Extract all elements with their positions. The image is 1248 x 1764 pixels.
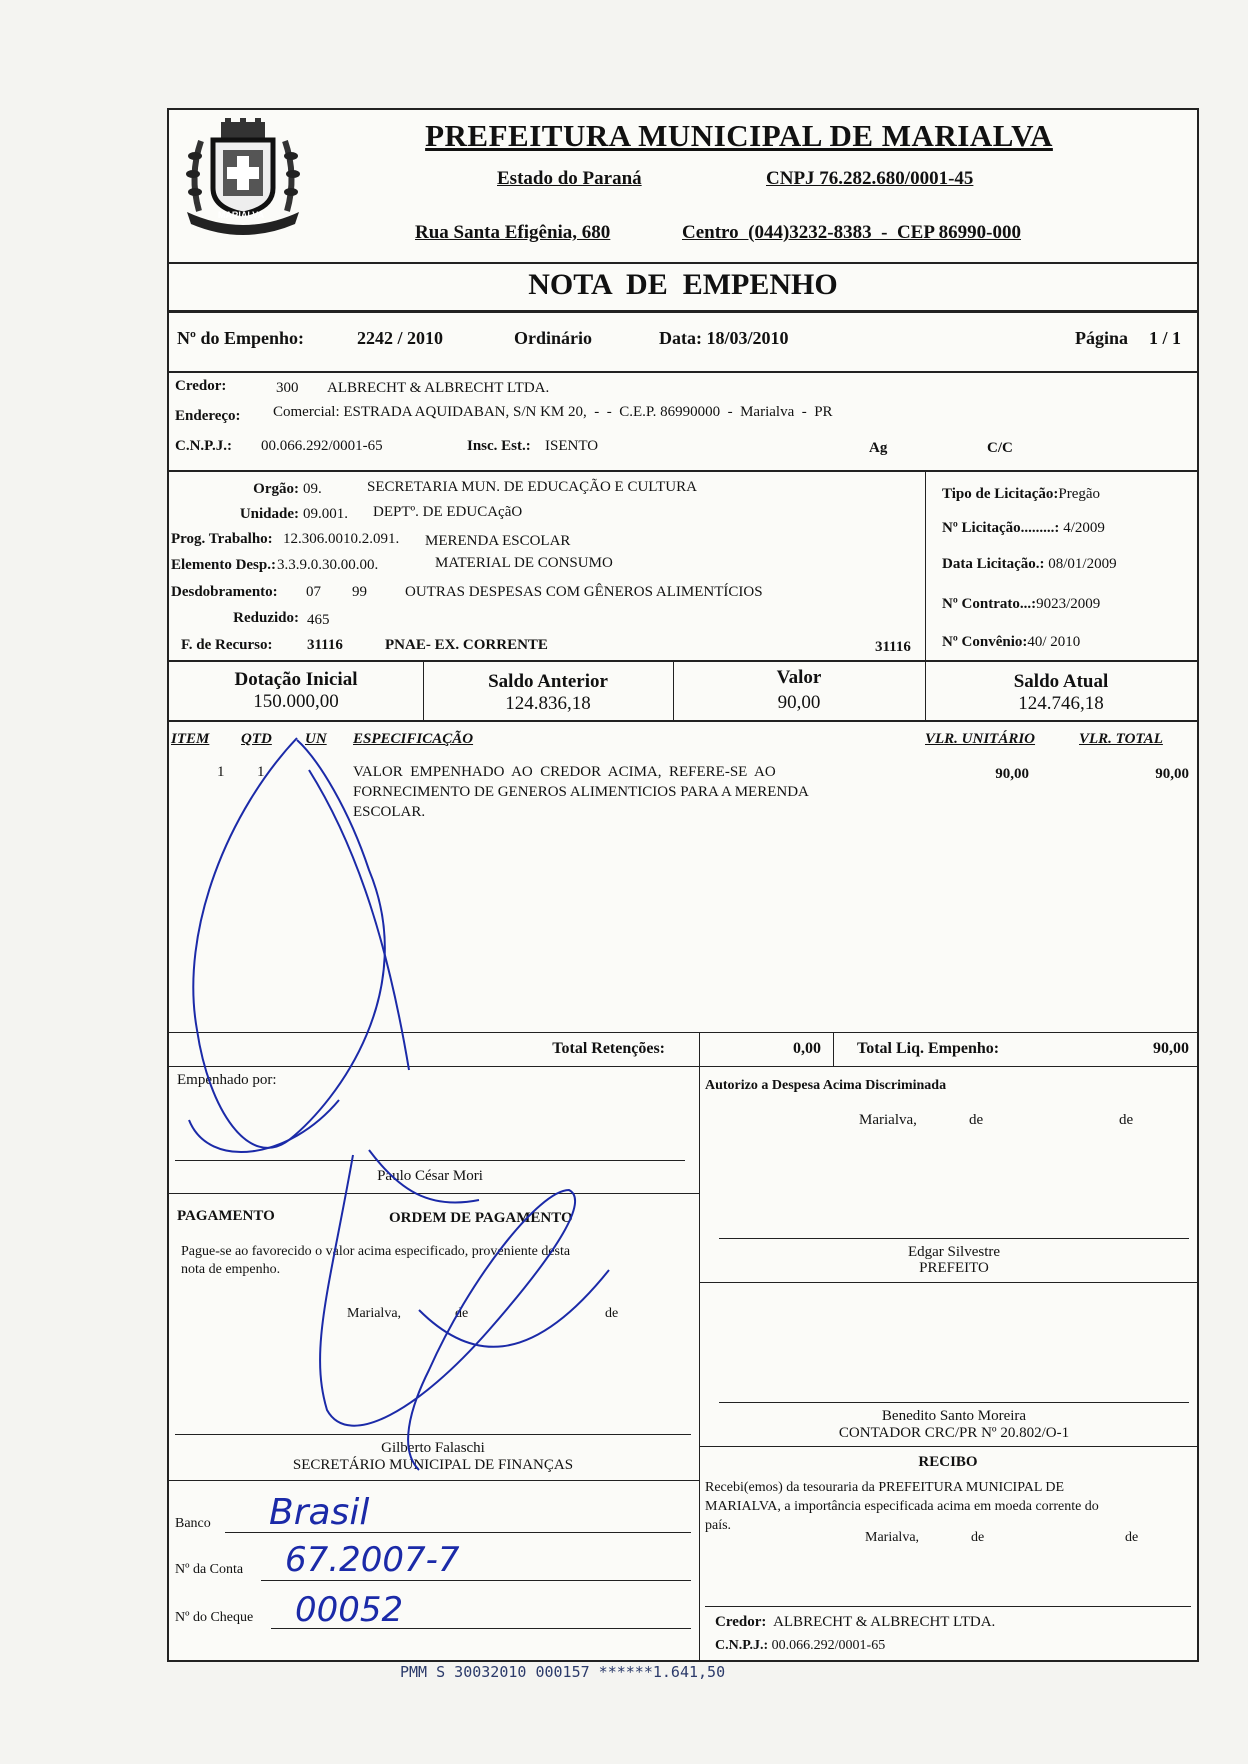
credor-name: ALBRECHT & ALBRECHT LTDA. — [327, 380, 550, 396]
empenhado-name: Paulo César Mori — [377, 1168, 483, 1184]
pagamento-label: PAGAMENTO — [177, 1208, 275, 1224]
numero-contrato: Nº Contrato...:9023/2009 — [942, 596, 1101, 612]
item-number: 1 — [217, 764, 225, 780]
item-desc-line-1: VALOR EMPENHADO AO CREDOR ACIMA, REFERE-SE AO — [353, 764, 776, 780]
insc-label: Insc. Est.: — [467, 438, 531, 454]
insc-value: ISENTO — [545, 438, 599, 454]
prog-name: MERENDA ESCOLAR — [425, 533, 571, 549]
item-desc-line-3: ESCOLAR. — [353, 804, 426, 820]
secretario-name: Gilberto Falaschi — [381, 1440, 485, 1456]
numero-licitacao: Nº Licitação.........: 4/2009 — [942, 520, 1105, 536]
recibo-text-line-2: MARIALVA, a importância especificada acima em moeda corrente do — [705, 1499, 1099, 1514]
authentication-stamp: PMM S 30032010 000157 ******1.641,50 — [400, 1663, 726, 1681]
col-item: ITEM — [171, 731, 210, 747]
col-qtd: QTD — [241, 731, 272, 747]
desdobramento-code-1: 07 — [306, 584, 321, 600]
elemento-code: 3.3.9.0.30.00.00. — [277, 557, 379, 573]
empenho-type: Ordinário — [514, 328, 593, 348]
saldo-atual-value: 124.746,18 — [1018, 693, 1104, 714]
autorizo-de-1: de — [969, 1112, 984, 1128]
unidade-label: Unidade: — [239, 506, 299, 522]
autorizo-de-2: de — [1119, 1112, 1134, 1128]
contador-name: Benedito Santo Moreira — [881, 1408, 1027, 1424]
ordem-pagamento-label: ORDEM DE PAGAMENTO — [389, 1210, 573, 1226]
prog-label: Prog. Trabalho: — [171, 531, 273, 547]
reduzido-value: 465 — [307, 612, 330, 628]
municipality-title: PREFEITURA MUNICIPAL DE MARIALVA — [425, 118, 1053, 153]
document-title: NOTA DE EMPENHO — [528, 268, 838, 301]
liquido-label: Total Liq. Empenho: — [857, 1040, 1000, 1057]
item-total-value: 90,00 — [1155, 766, 1189, 782]
recibo-credor: Credor: ALBRECHT & ALBRECHT LTDA. — [715, 1614, 996, 1630]
recurso-name: PNAE- EX. CORRENTE — [385, 637, 548, 653]
reduzido-label: Reduzido: — [233, 610, 299, 626]
street-address: Rua Santa Efigênia, 680 — [415, 222, 611, 243]
item-unit-value: 90,00 — [995, 766, 1029, 782]
municipality-cnpj: CNPJ 76.282.680/0001-45 — [766, 168, 974, 189]
pagamento-place: Marialva, — [347, 1306, 402, 1321]
page-label: Página — [1075, 328, 1129, 348]
recibo-cnpj: C.N.P.J.: 00.066.292/0001-65 — [715, 1638, 886, 1653]
conta-value: 67.2007-7 — [285, 1540, 460, 1580]
empenho-number: 2242 / 2010 — [357, 328, 444, 348]
state-name: Estado do Paraná — [497, 168, 642, 189]
autorizo-label: Autorizo a Despesa Acima Discriminada — [705, 1078, 947, 1093]
orgao-label: Orgão: — [253, 481, 299, 497]
saldo-anterior-value: 124.836,18 — [505, 693, 591, 714]
retencoes-value: 0,00 — [793, 1040, 821, 1057]
recibo-text-line-3: país. — [705, 1518, 732, 1533]
recurso-label: F. de Recurso: — [181, 637, 273, 653]
col-valor-total: VLR. TOTAL — [1079, 731, 1163, 747]
orgao-name: SECRETARIA MUN. DE EDUCAÇÃO E CULTURA — [367, 479, 697, 495]
recibo-de-2: de — [1125, 1530, 1139, 1545]
item-qtd: 1 — [257, 764, 265, 780]
pagamento-text-line-1: Pague-se ao favorecido o valor acima especificado, proveniente desta — [181, 1244, 571, 1259]
pagamento-de-1: de — [455, 1306, 469, 1321]
dotacao-label: Dotação Inicial — [234, 669, 358, 690]
unidade-name: DEPTº. DE EDUCAçãO — [373, 504, 523, 520]
saldo-anterior-label: Saldo Anterior — [488, 671, 608, 692]
prog-code: 12.306.0010.2.091. — [283, 531, 400, 547]
col-valor-unitario: VLR. UNITÁRIO — [925, 731, 1036, 747]
secretario-title: SECRETÁRIO MUNICIPAL DE FINANÇAS — [292, 1457, 574, 1473]
credor-address: Comercial: ESTRADA AQUIDABAN, S/N KM 20, - - C.E.P. 86990000 - Marialva - PR — [273, 404, 833, 420]
recurso-code-2: 31116 — [875, 639, 911, 655]
cheque-label: Nº do Cheque — [175, 1610, 254, 1625]
saldo-atual-label: Saldo Atual — [1013, 671, 1109, 692]
valor-label: Valor — [776, 667, 822, 688]
prefeito-name: Edgar Silvestre — [907, 1244, 1001, 1260]
pagamento-text-line-2: nota de empenho. — [181, 1262, 281, 1277]
recibo-label: RECIBO — [918, 1454, 978, 1470]
empenho-number-label: Nº do Empenho: — [177, 328, 304, 348]
page-number: 1 / 1 — [1149, 328, 1182, 348]
banco-label: Banco — [175, 1516, 211, 1531]
cnpj-label: C.N.P.J.: — [175, 438, 232, 454]
item-desc-line-2: FORNECIMENTO DE GENEROS ALIMENTICIOS PARA A MERENDA — [353, 784, 809, 800]
empenhado-label: Empenhado por: — [177, 1072, 277, 1088]
numero-convenio: Nº Convênio:40/ 2010 — [942, 634, 1081, 650]
autorizo-place: Marialva, — [859, 1112, 917, 1128]
crest-banner-text: MARIALVA — [217, 210, 265, 220]
nota-de-empenho-document — [167, 108, 1199, 1662]
desdobramento-label: Desdobramento: — [171, 584, 278, 600]
col-un: UN — [305, 731, 327, 747]
contador-title: CONTADOR CRC/PR Nº 20.802/O-1 — [838, 1425, 1070, 1441]
col-especificacao: ESPECIFICAÇÃO — [353, 731, 474, 747]
pagamento-de-2: de — [605, 1306, 619, 1321]
credor-label: Credor: — [175, 378, 227, 394]
tipo-licitacao: Tipo de Licitação:Pregão — [942, 486, 1101, 502]
retencoes-label: Total Retenções: — [552, 1040, 665, 1057]
recibo-de-1: de — [971, 1530, 985, 1545]
conta-label: Nº da Conta — [175, 1562, 244, 1577]
unidade-code: 09.001. — [303, 506, 348, 522]
elemento-label: Elemento Desp.: — [171, 557, 276, 573]
liquido-value: 90,00 — [1153, 1040, 1189, 1057]
desdobramento-code-2: 99 — [352, 584, 367, 600]
data-licitacao: Data Licitação.: 08/01/2009 — [942, 556, 1117, 572]
credor-cnpj: 00.066.292/0001-65 — [261, 438, 383, 454]
cheque-value: 00052 — [295, 1590, 404, 1630]
banco-value: Brasil — [269, 1492, 370, 1533]
prefeito-title: PREFEITO — [919, 1260, 989, 1276]
dotacao-value: 150.000,00 — [253, 691, 339, 712]
elemento-name: MATERIAL DE CONSUMO — [435, 555, 613, 571]
empenho-date: Data: 18/03/2010 — [659, 328, 789, 348]
credor-code: 300 — [276, 380, 299, 396]
recurso-code: 31116 — [307, 637, 343, 653]
address-label: Endereço: — [175, 408, 241, 424]
orgao-code: 09. — [303, 481, 322, 497]
recibo-place: Marialva, — [865, 1530, 920, 1545]
contact-info: Centro (044)3232-8383 - CEP 86990-000 — [682, 222, 1021, 243]
valor-value: 90,00 — [777, 692, 821, 713]
desdobramento-name: OUTRAS DESPESAS COM GÊNEROS ALIMENTÍCIOS — [405, 584, 763, 600]
ag-label: Ag — [869, 440, 888, 456]
recibo-text-line-1: Recebi(emos) da tesouraria da PREFEITURA MUNICIPAL DE — [705, 1480, 1065, 1495]
cc-label: C/C — [987, 440, 1013, 456]
